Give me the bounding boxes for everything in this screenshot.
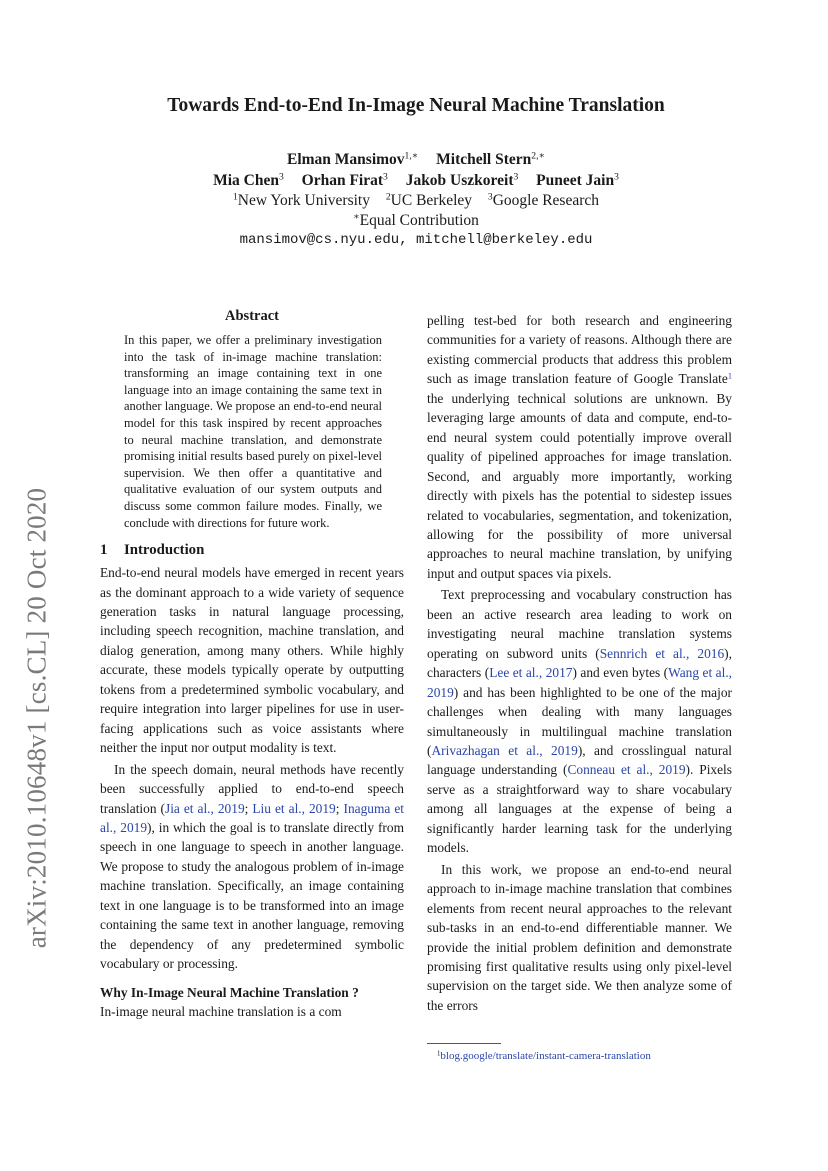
citation-link[interactable]: Lee et al., 2017 xyxy=(489,665,573,681)
abstract-heading: Abstract xyxy=(225,308,279,324)
why-paragraph: Why In-Image Neural Machine Translation ? In-image neural machine translation is a com xyxy=(100,984,359,1020)
citation-link[interactable]: Sennrich et al., 2016 xyxy=(599,645,725,661)
intro-paragraph-2: In the speech domain, neural methods have recently been successfully applied to end-to-end speech translation (Jia et al., 2019; Liu et al., 2019; Inaguma et al., 2019), in which the goal is to translate directly from speech in one language to speech in another language. We propose to study the analogous problem of in-image machine translation. Specifically, an image containing text in one language is to be transformed into an image containing the same text in another language, removing the dependency of any predetermined symbolic vocabulary or processing. xyxy=(100,761,404,972)
footnote-divider xyxy=(427,1043,501,1044)
author: Jakob Uszkoreit$^3$ xyxy=(405,171,519,189)
footnote: $^1$blog.google/translate/instant-camera-translation xyxy=(437,1050,651,1062)
affiliation: $^3$Google Research xyxy=(487,191,599,209)
paper-title: Towards End-to-End In-Image Neural Machine Translation xyxy=(167,95,665,116)
section-title: Introduction xyxy=(124,542,205,559)
author: Orhan Firat$^3$ xyxy=(301,171,388,189)
author: Elman Mansimov$^{1,∗}$ xyxy=(286,150,419,168)
right-paragraph-3: In this work, we propose an end-to-end neural approach to in-image machine translation that combines elements from recent neural approaches to the relevant sub-tasks in an end-to-end differentiable manner. We provide the initial problem definition and demonstrate promising first qualitative results using only pixel-level supervision on the target side. We then analyze some of the errors xyxy=(427,861,732,1013)
citation-link[interactable]: Conneau et al., 2019 xyxy=(567,762,686,778)
affiliation: $^2$UC Berkeley xyxy=(385,191,473,209)
section-heading-introduction xyxy=(100,542,404,559)
author: Mitchell Stern$^{2,∗}$ xyxy=(436,150,545,168)
citation-link[interactable]: Jia et al., 2019 xyxy=(164,800,245,816)
footnote-link[interactable]: blog.google/translate/instant-camera-translation xyxy=(440,1050,651,1062)
equal-contribution-note: ∗Equal Contribution xyxy=(353,211,479,229)
affiliation: $^1$New York University xyxy=(233,191,370,209)
citation-link[interactable]: Inaguma et al., 2019 xyxy=(100,800,404,836)
affiliations xyxy=(100,192,732,210)
citation-link[interactable]: Arivazhagan et al., 2019 xyxy=(431,742,578,758)
section-number: 1 xyxy=(100,542,108,559)
author-emails: mansimov@cs.nyu.edu, mitchell@berkeley.edu xyxy=(239,232,593,248)
author: Puneet Jain$^3$ xyxy=(536,171,619,189)
right-paragraph-2: Text preprocessing and vocabulary construction has been an active research area leading to work on investigating neural machine translation systems operating on subword units (Sennrich et al., 2016), characters (Lee et al., 2017) and even bytes (Wang et al., 2019) and has been highlighted to be one of the major challenges when dealing with many languages simultaneously in multilingual machine translation (Arivazhagan et al., 2019), and crosslingual natural language understanding (Conneau et al., 2019). Pixels serve as a straightforward way to share vocabulary among all languages at the expense of being a significantly harder learning task for the underlying models. xyxy=(427,587,733,856)
footnote-marker[interactable]: 1 xyxy=(727,371,732,381)
left-column xyxy=(100,308,404,1022)
author: Mia Chen$^3$ xyxy=(213,171,284,189)
why-subheading: Why In-Image Neural Machine Translation ? xyxy=(100,984,359,1000)
author-row-1 xyxy=(100,151,732,169)
citation-link[interactable]: Wang et al., 2019 xyxy=(427,665,733,700)
right-column xyxy=(427,311,732,1015)
citation-link[interactable]: Liu et al., 2019 xyxy=(252,800,336,816)
author-row-2 xyxy=(100,172,732,190)
intro-paragraph-1: End-to-end neural models have emerged in recent years as the dominant approach to a wide variety of sequence generation tasks in natural language processing, including speech recognition, machine translation, and dialog generation, among many others. While highly accurate, these models typically operate by outputting tokens from a predetermined symbolic vocabulary, and require integration into larger pipelines for use in user-facing applications such as voice assistants where neither the input nor output modality is text. xyxy=(100,565,404,756)
right-paragraph-1: pelling test-bed for both research and engineering communities for a variety of reasons. Although there are existing commercial products that address this problem such as image translation feature of Google Translate$^1$ the underlying technical solutions are unknown. By leveraging large amounts of data and compute, end-to-end neural system could potentially improve overall quality of pipelined approaches for image translation. Second, and arguably more importantly, working directly with pixels has the potential to sidestep issues related to vocabularies, segmentation, and tokenization, allowing for the possibility of more universal approaches to neural machine translation, by unifying input and output spaces via pixels. xyxy=(427,313,732,581)
abstract-text: In this paper, we offer a preliminary investigation into the task of in-image machine translation: transforming an image containing text in one language into an image containing the same text in another language. We propose an end-to-end neural model for this task inspired by recent approaches to neural machine translation, and demonstrate promising initial results based purely on pixel-level supervision. We then offer a quantitative and qualitative evaluation of our system outputs and discuss some common failure modes. Finally, we conclude with directions for future work. xyxy=(124,333,382,530)
arxiv-side-stamp: arXiv:2010.10648v1 [cs.CL] 20 Oct 2020 xyxy=(21,487,52,949)
